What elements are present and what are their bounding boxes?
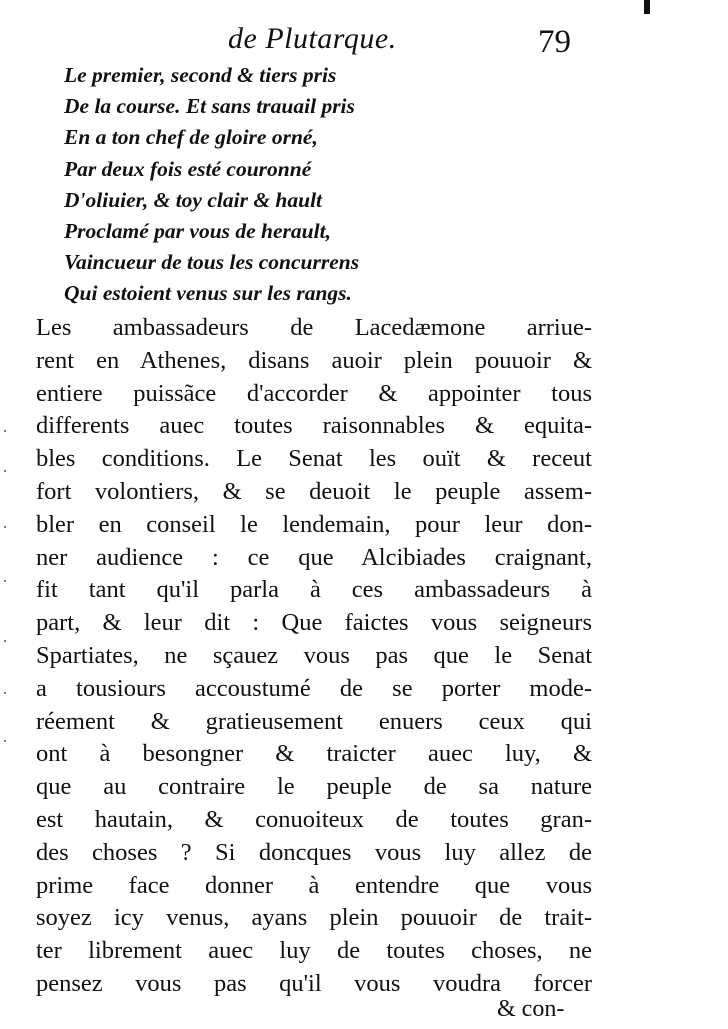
catchword: & con- — [497, 996, 565, 1022]
verse-line: Par deux fois esté couronné — [64, 156, 312, 181]
prose-line: réement & gratieusement enuers ceux qui — [36, 707, 592, 735]
prose-line: bles conditions. Le Senat les ouït & receut — [36, 445, 592, 473]
verse-line: Vaincueur de tous les concurrens — [64, 250, 360, 275]
prose-line: ter librement auec luy de toutes choses, ne — [36, 937, 592, 965]
prose-line: fort volontiers, & se deuoit le peuple assem- — [36, 477, 592, 505]
prose-line: ont à besongner & traicter auec luy, & — [36, 740, 592, 768]
prose-line: Spartiates, ne sçauez vous pas que le Senat — [36, 641, 592, 669]
page-number: 79 — [538, 24, 571, 60]
verse-line: En a ton chef de gloire orné, — [64, 125, 318, 150]
running-head: de Plutarque. — [228, 22, 397, 55]
verse-line: Proclamé par vous de herault, — [64, 219, 331, 244]
prose-line: entiere puissãce d'accorder & appointer tous — [36, 379, 592, 407]
corner-ink-mark — [644, 0, 650, 14]
prose-line: est hautain, & conuoiteux de toutes gran- — [36, 805, 592, 833]
verse-line: Qui estoient venus sur les rangs. — [64, 281, 352, 306]
verse-line: Le premier, second & tiers pris — [64, 63, 337, 87]
prose-line: a tousiours accoustumé de se porter mode- — [36, 674, 592, 702]
verse-line: D'oliuier, & toy clair & hault — [64, 187, 323, 212]
prose-line: soyez icy venus, ayans plein pouuoir de trait- — [36, 904, 592, 932]
prose-line: part, & leur dit : Que faictes vous seigneurs — [36, 609, 592, 637]
prose-line: rent en Athenes, disans auoir plein pouuoir & — [36, 346, 592, 374]
prose-line: pensez vous pas qu'il vous voudra forcer — [36, 969, 592, 997]
verse-line: De la course. Et sans trauail pris — [64, 94, 355, 119]
prose-paragraph — [36, 312, 592, 1001]
prose-line: fit tant qu'il parla à ces ambassadeurs à — [36, 576, 592, 604]
prose-line: differents auec toutes raisonnables & equita- — [36, 412, 592, 440]
verse-block — [64, 60, 359, 310]
margin-speckle — [0, 430, 20, 750]
prose-line: prime face donner à entendre que vous — [36, 871, 592, 899]
prose-line: ner audience : ce que Alcibiades craignant, — [36, 543, 592, 571]
prose-line: Les ambassadeurs de Lacedæmone arriue- — [36, 314, 592, 341]
prose-line: des choses ? Si doncques vous luy allez de — [36, 838, 592, 866]
prose-line: que au contraire le peuple de sa nature — [36, 773, 592, 801]
prose-line: bler en conseil le lendemain, pour leur don- — [36, 510, 592, 538]
